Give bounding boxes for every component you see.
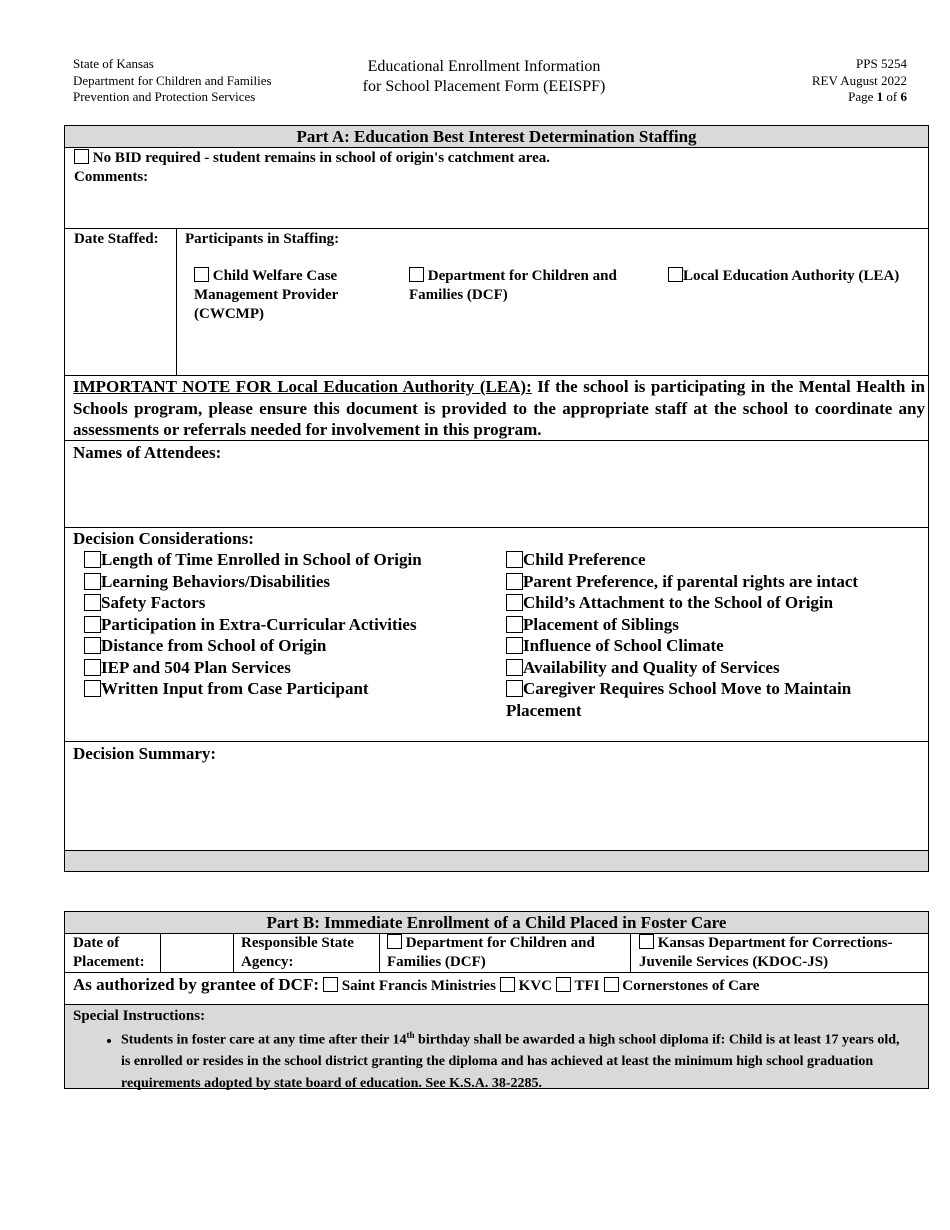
agency-kdoc-line-2: Juvenile Services (KDOC-JS) bbox=[639, 954, 829, 970]
agency-header bbox=[73, 56, 272, 106]
note-heading: IMPORTANT NOTE FOR Local Education Authority (LEA): bbox=[73, 377, 532, 396]
considerations-label: Decision Considerations: bbox=[73, 529, 254, 548]
summary-label: Decision Summary: bbox=[73, 744, 217, 763]
consideration-parent-preference[interactable] bbox=[506, 571, 858, 593]
grantee-checkbox[interactable] bbox=[323, 977, 338, 992]
consideration-checkbox[interactable] bbox=[84, 659, 101, 676]
consideration-label: Child’s Attachment to the School of Origin bbox=[523, 593, 834, 612]
agency-dcf-line-1: Department for Children and bbox=[405, 935, 595, 951]
agency-row-rule bbox=[64, 972, 929, 973]
consideration-checkbox[interactable] bbox=[84, 594, 101, 611]
grantee-checkbox[interactable] bbox=[500, 977, 515, 992]
consideration-written-input[interactable] bbox=[84, 678, 422, 700]
consideration-caregiver-move-wrap: Placement bbox=[506, 700, 582, 720]
special-instruction-item bbox=[121, 1025, 903, 1094]
consideration-label: Length of Time Enrolled in School of Origin bbox=[101, 550, 422, 569]
comments-rule bbox=[64, 228, 929, 229]
lea-important-note bbox=[73, 376, 925, 441]
consideration-label: Written Input from Case Participant bbox=[101, 679, 369, 698]
page-indicator bbox=[812, 89, 907, 106]
consideration-school-climate[interactable] bbox=[506, 635, 858, 657]
comments-label: Comments: bbox=[74, 169, 149, 185]
no-bid-option[interactable] bbox=[74, 149, 550, 168]
form-title-line-2: for School Placement Form (EEISPF) bbox=[362, 78, 606, 95]
consideration-safety-factors[interactable] bbox=[84, 592, 422, 614]
part-a-title: Part A: Education Best Interest Determination Staffing bbox=[296, 127, 697, 146]
consideration-checkbox[interactable] bbox=[506, 680, 523, 697]
cwcmp-label-line-1: Child Welfare Case bbox=[212, 268, 338, 284]
agency-kdoc-option[interactable] bbox=[639, 934, 893, 972]
consideration-checkbox[interactable] bbox=[506, 659, 523, 676]
no-bid-checkbox[interactable] bbox=[74, 149, 89, 164]
consideration-checkbox[interactable] bbox=[84, 573, 101, 590]
dcf-checkbox[interactable] bbox=[409, 267, 424, 282]
responsible-agency-line-2: Agency: bbox=[241, 954, 294, 970]
agency-state: State of Kansas bbox=[73, 56, 154, 71]
considerations-rule bbox=[64, 741, 929, 742]
consideration-time-enrolled[interactable] bbox=[84, 549, 422, 571]
consideration-label: Participation in Extra-Curricular Activities bbox=[101, 614, 417, 634]
consideration-iep-504[interactable] bbox=[84, 657, 422, 679]
part-b-title: Part B: Immediate Enrollment of a Child Placed in Foster Care bbox=[266, 913, 727, 932]
consideration-label: Placement of Siblings bbox=[523, 614, 679, 634]
consideration-checkbox[interactable] bbox=[84, 680, 101, 697]
consideration-checkbox[interactable] bbox=[506, 616, 523, 633]
consideration-checkbox[interactable] bbox=[84, 637, 101, 654]
form-title bbox=[330, 57, 638, 97]
special-instructions-label: Special Instructions: bbox=[73, 1008, 206, 1024]
consideration-child-preference[interactable] bbox=[506, 549, 858, 571]
agency-kdoc-checkbox[interactable] bbox=[639, 934, 654, 949]
participants-label: Participants in Staffing: bbox=[185, 231, 340, 247]
no-bid-label: No BID required - student remains in school of origin's catchment area. bbox=[92, 150, 550, 166]
consideration-checkbox[interactable] bbox=[506, 573, 523, 590]
date-participants-divider bbox=[176, 228, 177, 375]
dcf-label-line-2: Families (DCF) bbox=[409, 287, 508, 303]
participant-cwcmp[interactable] bbox=[194, 267, 338, 324]
grantee-label: TFI bbox=[574, 978, 600, 994]
special-instructions-list bbox=[73, 1025, 903, 1094]
consideration-label: Parent Preference, if parental rights are intact bbox=[523, 571, 859, 591]
consideration-label: Distance from School of Origin bbox=[101, 636, 327, 655]
instruction-text-end: birthday shall be awarded a high school diploma if: Child is at least 17 years old, is enrolled or resides in the school district granting the diploma and has achieved at least the minimum high school graduation requirements adopted by state board of education. See K.S.A. 38-2285. bbox=[121, 1032, 900, 1091]
lea-checkbox[interactable] bbox=[668, 267, 683, 282]
grantee-kvc[interactable] bbox=[500, 978, 552, 994]
grantee-label: KVC bbox=[518, 978, 553, 994]
page-total: 6 bbox=[900, 89, 907, 104]
agency-dcf-option[interactable] bbox=[387, 934, 595, 972]
dcf-label-line-1: Department for Children and bbox=[427, 268, 617, 284]
placement-col-divider-4 bbox=[630, 933, 631, 972]
consideration-label: Availability and Quality of Services bbox=[523, 657, 780, 677]
agency-dcf-checkbox[interactable] bbox=[387, 934, 402, 949]
consideration-distance[interactable] bbox=[84, 635, 422, 657]
page-prefix: Page bbox=[848, 89, 874, 104]
form-revision: REV August 2022 bbox=[811, 72, 907, 88]
considerations-right-list bbox=[506, 549, 858, 721]
consideration-label: Child Preference bbox=[523, 550, 646, 569]
page-current: 1 bbox=[876, 89, 884, 104]
consideration-extracurricular[interactable] bbox=[84, 614, 422, 636]
lea-label: Local Education Authority (LEA) bbox=[683, 268, 900, 284]
consideration-caregiver-move[interactable] bbox=[506, 678, 858, 700]
placement-col-divider-2 bbox=[233, 933, 234, 972]
participant-lea[interactable] bbox=[668, 267, 899, 286]
grantee-label: Saint Francis Ministries bbox=[341, 978, 496, 994]
cwcmp-label-line-2: Management Provider bbox=[194, 287, 339, 303]
date-of-placement-line-1: Date of bbox=[73, 935, 120, 951]
participant-dcf[interactable] bbox=[409, 267, 617, 305]
grantee-checkbox[interactable] bbox=[556, 977, 571, 992]
attendees-label: Names of Attendees: bbox=[73, 443, 222, 462]
date-of-placement-label bbox=[73, 934, 145, 972]
consideration-checkbox[interactable] bbox=[506, 637, 523, 654]
consideration-label: Caregiver Requires School Move to Maintain bbox=[523, 679, 852, 698]
consideration-learning-behaviors[interactable] bbox=[84, 571, 422, 593]
consideration-services[interactable] bbox=[506, 657, 858, 679]
date-of-placement-field[interactable] bbox=[162, 935, 231, 971]
note-text: If the school is participating in the Mental Health in Schools program, please ensure this document is provided to the appropriate staff at the school to coordinate any assessments or referrals needed for involvement in this program. bbox=[73, 377, 925, 439]
responsible-agency-line-1: Responsible State bbox=[241, 935, 354, 951]
agency-dcf-line-2: Families (DCF) bbox=[387, 954, 486, 970]
date-staffed-label: Date Staffed: bbox=[74, 231, 159, 247]
consideration-child-attachment[interactable] bbox=[506, 592, 858, 614]
grantee-checkbox[interactable] bbox=[604, 977, 619, 992]
grantee-cornerstones[interactable] bbox=[604, 978, 760, 994]
form-meta bbox=[812, 56, 907, 106]
grantee-tfi[interactable] bbox=[556, 978, 600, 994]
grantee-saint-francis[interactable] bbox=[323, 978, 496, 994]
agency-kdoc-line-1: Kansas Department for Corrections- bbox=[657, 935, 893, 951]
consideration-checkbox[interactable] bbox=[84, 551, 101, 568]
consideration-label: Learning Behaviors/Disabilities bbox=[101, 571, 331, 591]
grantee-row-rule bbox=[64, 1004, 929, 1005]
cwcmp-label-line-3: (CWCMP) bbox=[194, 306, 264, 322]
agency-department: Department for Children and Families bbox=[73, 72, 272, 88]
instruction-text-start: Students in foster care at any time after their 14 bbox=[121, 1032, 407, 1048]
placement-col-divider-1 bbox=[160, 933, 161, 972]
instruction-superscript: th bbox=[406, 1030, 415, 1040]
form-title-line-1: Educational Enrollment Information bbox=[367, 58, 601, 75]
summary-rule bbox=[64, 850, 929, 851]
placement-col-divider-3 bbox=[379, 933, 380, 972]
consideration-siblings[interactable] bbox=[506, 614, 858, 636]
part-a-title-rule bbox=[64, 147, 929, 148]
consideration-label: Safety Factors bbox=[101, 593, 206, 612]
date-of-placement-line-2: Placement: bbox=[73, 954, 145, 970]
considerations-left-list bbox=[84, 549, 422, 700]
consideration-checkbox[interactable] bbox=[84, 616, 101, 633]
agency-division: Prevention and Protection Services bbox=[73, 89, 256, 104]
form-number: PPS 5254 bbox=[856, 56, 907, 71]
authorized-label: As authorized by grantee of DCF: bbox=[73, 975, 319, 994]
grantee-label: Cornerstones of Care bbox=[622, 978, 760, 994]
page-of: of bbox=[886, 89, 898, 104]
cwcmp-checkbox[interactable] bbox=[194, 267, 209, 282]
responsible-agency-label bbox=[241, 934, 354, 972]
grantee-row bbox=[73, 975, 759, 995]
consideration-checkbox[interactable] bbox=[506, 551, 523, 568]
consideration-label: Influence of School Climate bbox=[523, 636, 724, 655]
consideration-label: IEP and 504 Plan Services bbox=[101, 657, 291, 677]
consideration-checkbox[interactable] bbox=[506, 594, 523, 611]
